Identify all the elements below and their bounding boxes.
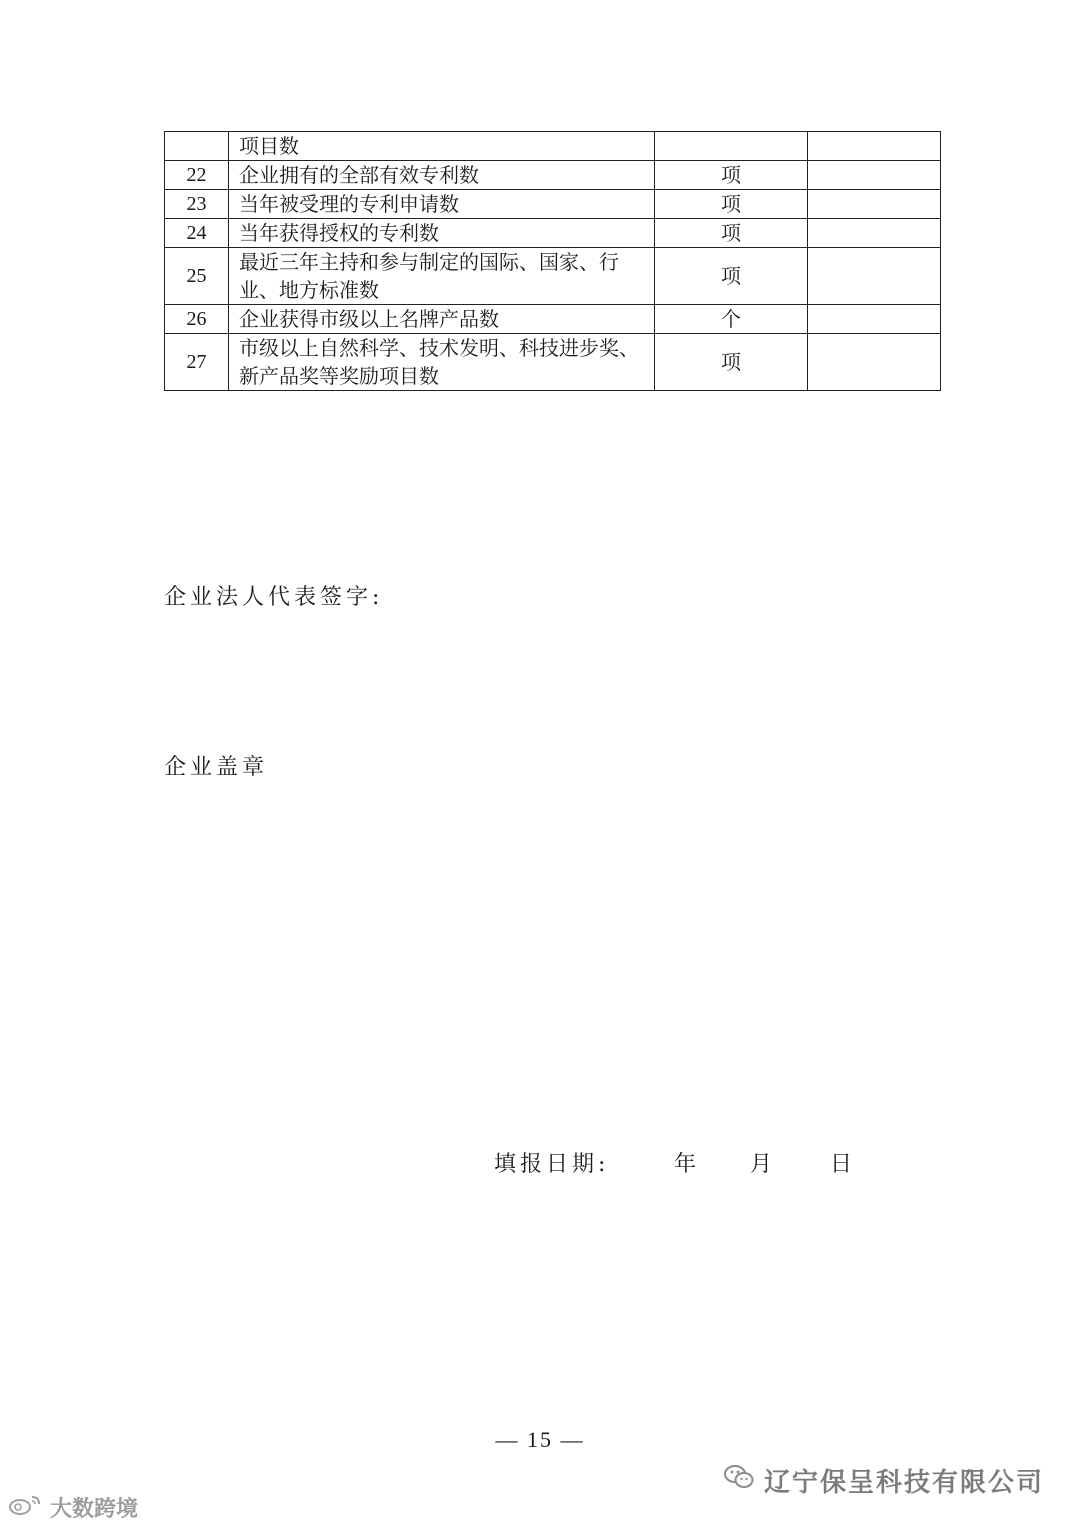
unit-cell: 个 — [655, 305, 808, 334]
table-row — [165, 219, 941, 248]
fill-date-label: 填报日期: — [494, 1152, 610, 1177]
row-number-cell: 25 — [165, 248, 229, 305]
table-row — [165, 132, 941, 161]
unit-cell: 项 — [655, 190, 808, 219]
value-cell[interactable] — [808, 248, 941, 305]
weibo-account-name: 大数跨境 — [50, 1496, 139, 1521]
row-number-cell: 23 — [165, 190, 229, 219]
value-cell[interactable] — [808, 161, 941, 190]
company-seal-label: 企业盖章 — [164, 755, 269, 780]
row-number-cell: 26 — [165, 305, 229, 334]
value-cell[interactable] — [808, 305, 941, 334]
table-row — [165, 334, 941, 391]
table-row — [165, 161, 941, 190]
item-name-cell: 企业拥有的全部有效专利数 — [229, 161, 655, 190]
row-number-cell: 22 — [165, 161, 229, 190]
item-name-cell: 最近三年主持和参与制定的国际、国家、行业、地方标准数 — [229, 248, 655, 305]
item-name-cell: 企业获得市级以上名牌产品数 — [229, 305, 655, 334]
row-number-cell: 27 — [165, 334, 229, 391]
value-cell[interactable] — [808, 132, 941, 161]
unit-cell: 项 — [655, 161, 808, 190]
table-row — [165, 248, 941, 305]
item-name-cell: 市级以上自然科学、技术发明、科技进步奖、新产品奖等奖励项目数 — [229, 334, 655, 391]
date-day-label: 日 — [830, 1152, 853, 1177]
wechat-icon — [724, 1464, 754, 1497]
table-row — [165, 190, 941, 219]
legal-representative-signature-label: 企业法人代表签字: — [164, 585, 384, 610]
unit-cell: 项 — [655, 248, 808, 305]
item-name-cell: 当年被受理的专利申请数 — [229, 190, 655, 219]
value-cell[interactable] — [808, 190, 941, 219]
value-cell[interactable] — [808, 334, 941, 391]
unit-cell — [655, 132, 808, 161]
wechat-account-name: 辽宁保呈科技有限公司 — [763, 1467, 1044, 1497]
statistics-table — [164, 131, 941, 391]
date-year-label: 年 — [674, 1152, 697, 1177]
weibo-watermark — [8, 1492, 138, 1523]
unit-cell: 项 — [655, 219, 808, 248]
item-name-cell: 当年获得授权的专利数 — [229, 219, 655, 248]
row-number-cell — [165, 132, 229, 161]
fill-date-row — [494, 1147, 852, 1178]
page-number: — 15 — — [495, 1427, 585, 1452]
row-number-cell: 24 — [165, 219, 229, 248]
value-cell[interactable] — [808, 219, 941, 248]
table-row — [165, 305, 941, 334]
unit-cell: 项 — [655, 334, 808, 391]
date-month-label: 月 — [750, 1152, 773, 1177]
weibo-icon — [8, 1493, 44, 1523]
item-name-cell: 项目数 — [229, 132, 655, 161]
wechat-watermark — [724, 1462, 1044, 1499]
